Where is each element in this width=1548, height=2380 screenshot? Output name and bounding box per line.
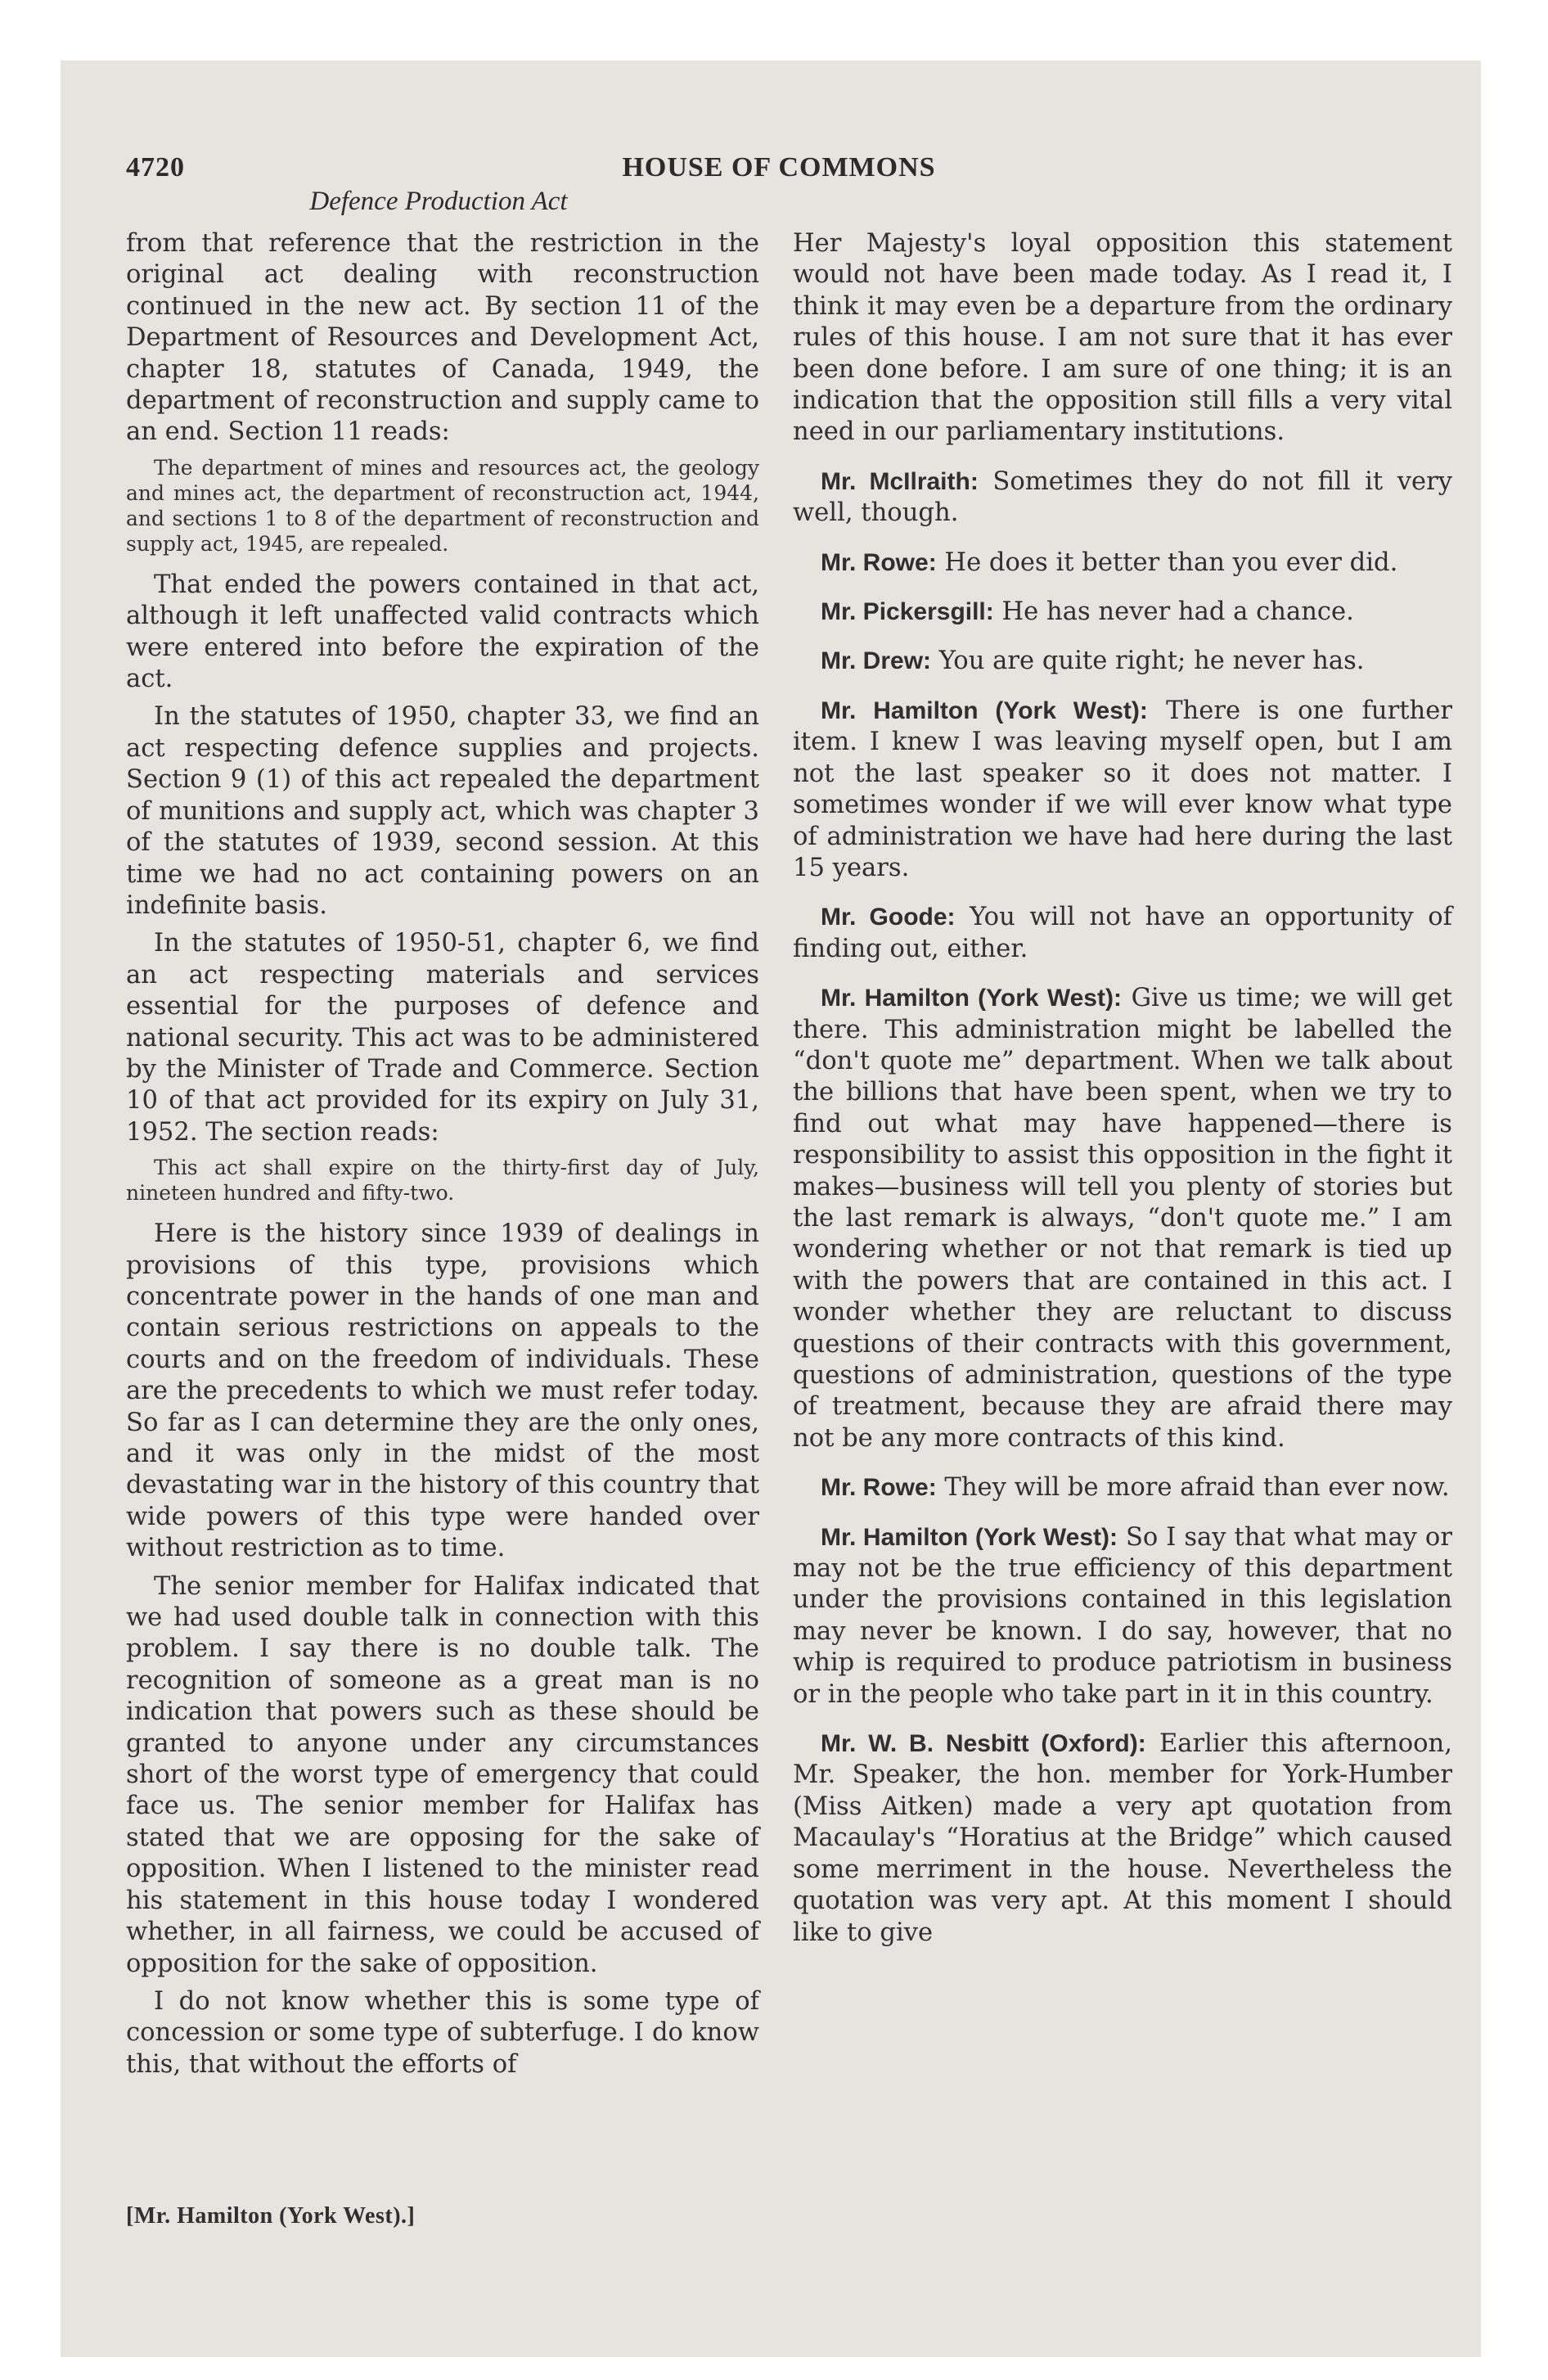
speaker-name: Mr. W. B. Nesbitt (Oxford): <box>821 1730 1146 1758</box>
speaker-name: Mr. Goode: <box>821 904 956 931</box>
speech-entry <box>793 902 1452 965</box>
page-header <box>126 152 1432 188</box>
right-column <box>793 228 1452 1955</box>
speaker-name: Mr. Hamilton (York West): <box>821 985 1122 1012</box>
speaker-name: Mr. Hamilton (York West): <box>821 696 1148 724</box>
speech-entry <box>793 548 1452 579</box>
page-title: HOUSE OF COMMONS <box>622 152 936 183</box>
speech-text: Earlier this afternoon, Mr. Speaker, the hon. member for York-Humber (Miss Aitken) made a very apt quotation from Macaulay's “Horatius at the Bridge” which caused some merriment in the house. Nevertheless the quotation was very apt. At this moment I should like to give <box>793 1729 1452 1947</box>
speech-text: There is one further item. I knew I was leaving myself open, but I am not the last speaker so it does not matter. I sometimes wonder if we will ever know what type of administration we have had here during the last 15 years. <box>793 696 1452 882</box>
paragraph: I do not know whether this is some type of concession or some type of subterfuge. I do know this, that without the efforts of <box>126 1986 759 2079</box>
speech-text: Sometimes they do not fill it very well, though. <box>793 467 1453 528</box>
speaker-name: Mr. Drew: <box>821 647 932 675</box>
speaker-name: Mr. McIlraith: <box>821 467 979 495</box>
speaker-name: Mr. Hamilton (York West): <box>821 1523 1118 1551</box>
speech-entry <box>793 597 1452 628</box>
speech-entry <box>793 1472 1452 1503</box>
speaker-name: Mr. Pickersgill: <box>821 598 994 626</box>
quote-text: The department of mines and resources act, the geology and mines act, the department of reconstruction act, 1944, and sections 1 to 8 of the department of reconstruction and supply act, 1945, are repealed. <box>126 455 759 556</box>
speech-entry <box>793 1729 1452 1949</box>
speech-text: You are quite right; he never has. <box>938 647 1365 676</box>
speech-entry <box>793 467 1452 530</box>
block-quote <box>126 1155 759 1206</box>
paragraph: Here is the history since 1939 of dealings in provisions of this type, provisions which concentrate power in the hands of one man and contain serious restrictions on appeals to the courts and on the freedom of individuals. These are the precedents to which we must refer today. So far as I can determine they are the only ones, and it was only in the midst of the most devastating war in the history of this country that wide powers of this type were handed over without restriction as to time. <box>126 1219 759 1563</box>
speech-text: They will be more afraid than ever now. <box>944 1473 1450 1503</box>
speech-text: So I say that what may or may not be the true efficiency of this department under the provisions contained in this legislation may never be known. I do say, however, that no whip is required to produce patriotism in business or in the people who take part in it in this country. <box>793 1522 1452 1709</box>
paragraph: In the statutes of 1950, chapter 33, we find an act respecting defence supplies and projects. Section 9 (1) of this act repealed the department of munitions and supply act, which was chapter 3 of the statutes of 1939, second session. At this time we had no act containing powers on an indefinite basis. <box>126 702 759 920</box>
page-number: 4720 <box>126 152 185 183</box>
speaker-name: Mr. Rowe: <box>821 548 937 576</box>
paragraph: Her Majesty's loyal opposition this statement would not have been made today. As I read it, I think it may even be a departure from the ordinary rules of this house. I am not sure that it has ever been done before. I am sure of one thing; it is an indication that the opposition still fills a very vital need in our parliamentary institutions. <box>793 229 1452 447</box>
speech-text: You will not have an opportunity of finding out, either. <box>793 903 1452 963</box>
speech-text: He has never had a chance. <box>1001 597 1354 627</box>
speaker-attribution-footer: [Mr. Hamilton (York West).] <box>126 2203 416 2229</box>
paragraph: In the statutes of 1950-51, chapter 6, we find an act respecting materials and services essential for the purposes of defence and national security. This act was to be administered by the Minister of Trade and Commerce. Section 10 of that act provided for its expiry on July 31, 1952. The section reads: <box>126 929 759 1147</box>
speech-text: He does it better than you ever did. <box>944 548 1398 577</box>
block-quote <box>126 455 759 557</box>
speech-text: Give us time; we will get there. This administration might be labelled the “don't quote me” department. When we talk about the billions that have been spent, when we try to find out what may have happened—there is responsibility to assist this opposition in the fight it makes—business will tell you plenty of stories but the last remark is always, “don't quote me.” I am wondering whether or not that remark is tied up with the powers that are contained in this act. I wonder whether they are reluctant to discuss questions of their contracts with this government, questions of administration, questions of the type of treatment, because they are afraid there may not be any more contracts of this kind. <box>793 984 1452 1453</box>
speech-entry <box>793 1522 1452 1711</box>
paragraph: The senior member for Halifax indicated that we had used double talk in connection with this problem. I say there is no double talk. The recognition of someone as a great man is no indication that powers such as these should be granted to anyone under any circumstances short of the worst type of emergency that could face us. The senior member for Halifax has stated that we are opposing for the sake of opposition. When I listened to the minister read his statement in this house today I wondered whether, in all fairness, we could be accused of opposition for the sake of opposition. <box>126 1571 759 1978</box>
section-subheading: Defence Production Act <box>309 187 568 216</box>
speech-entry <box>793 646 1452 677</box>
left-column <box>126 228 759 2087</box>
paragraph: That ended the powers contained in that act, although it left unaffected valid contracts which were entered into before the expiration of the act. <box>126 570 759 694</box>
quote-text: This act shall expire on the thirty-first day of July, nineteen hundred and fifty-two. <box>126 1156 759 1206</box>
speech-entry <box>793 983 1452 1454</box>
speech-entry <box>793 696 1452 884</box>
paragraph: from that reference that the restriction in the original act dealing with reconstruction continued in the new act. By section 11 of the Department of Resources and Development Act, chapter 18, statutes of Canada, 1949, the department of reconstruction and supply came to an end. Section 11 reads: <box>126 229 759 447</box>
speaker-name: Mr. Rowe: <box>821 1474 937 1502</box>
